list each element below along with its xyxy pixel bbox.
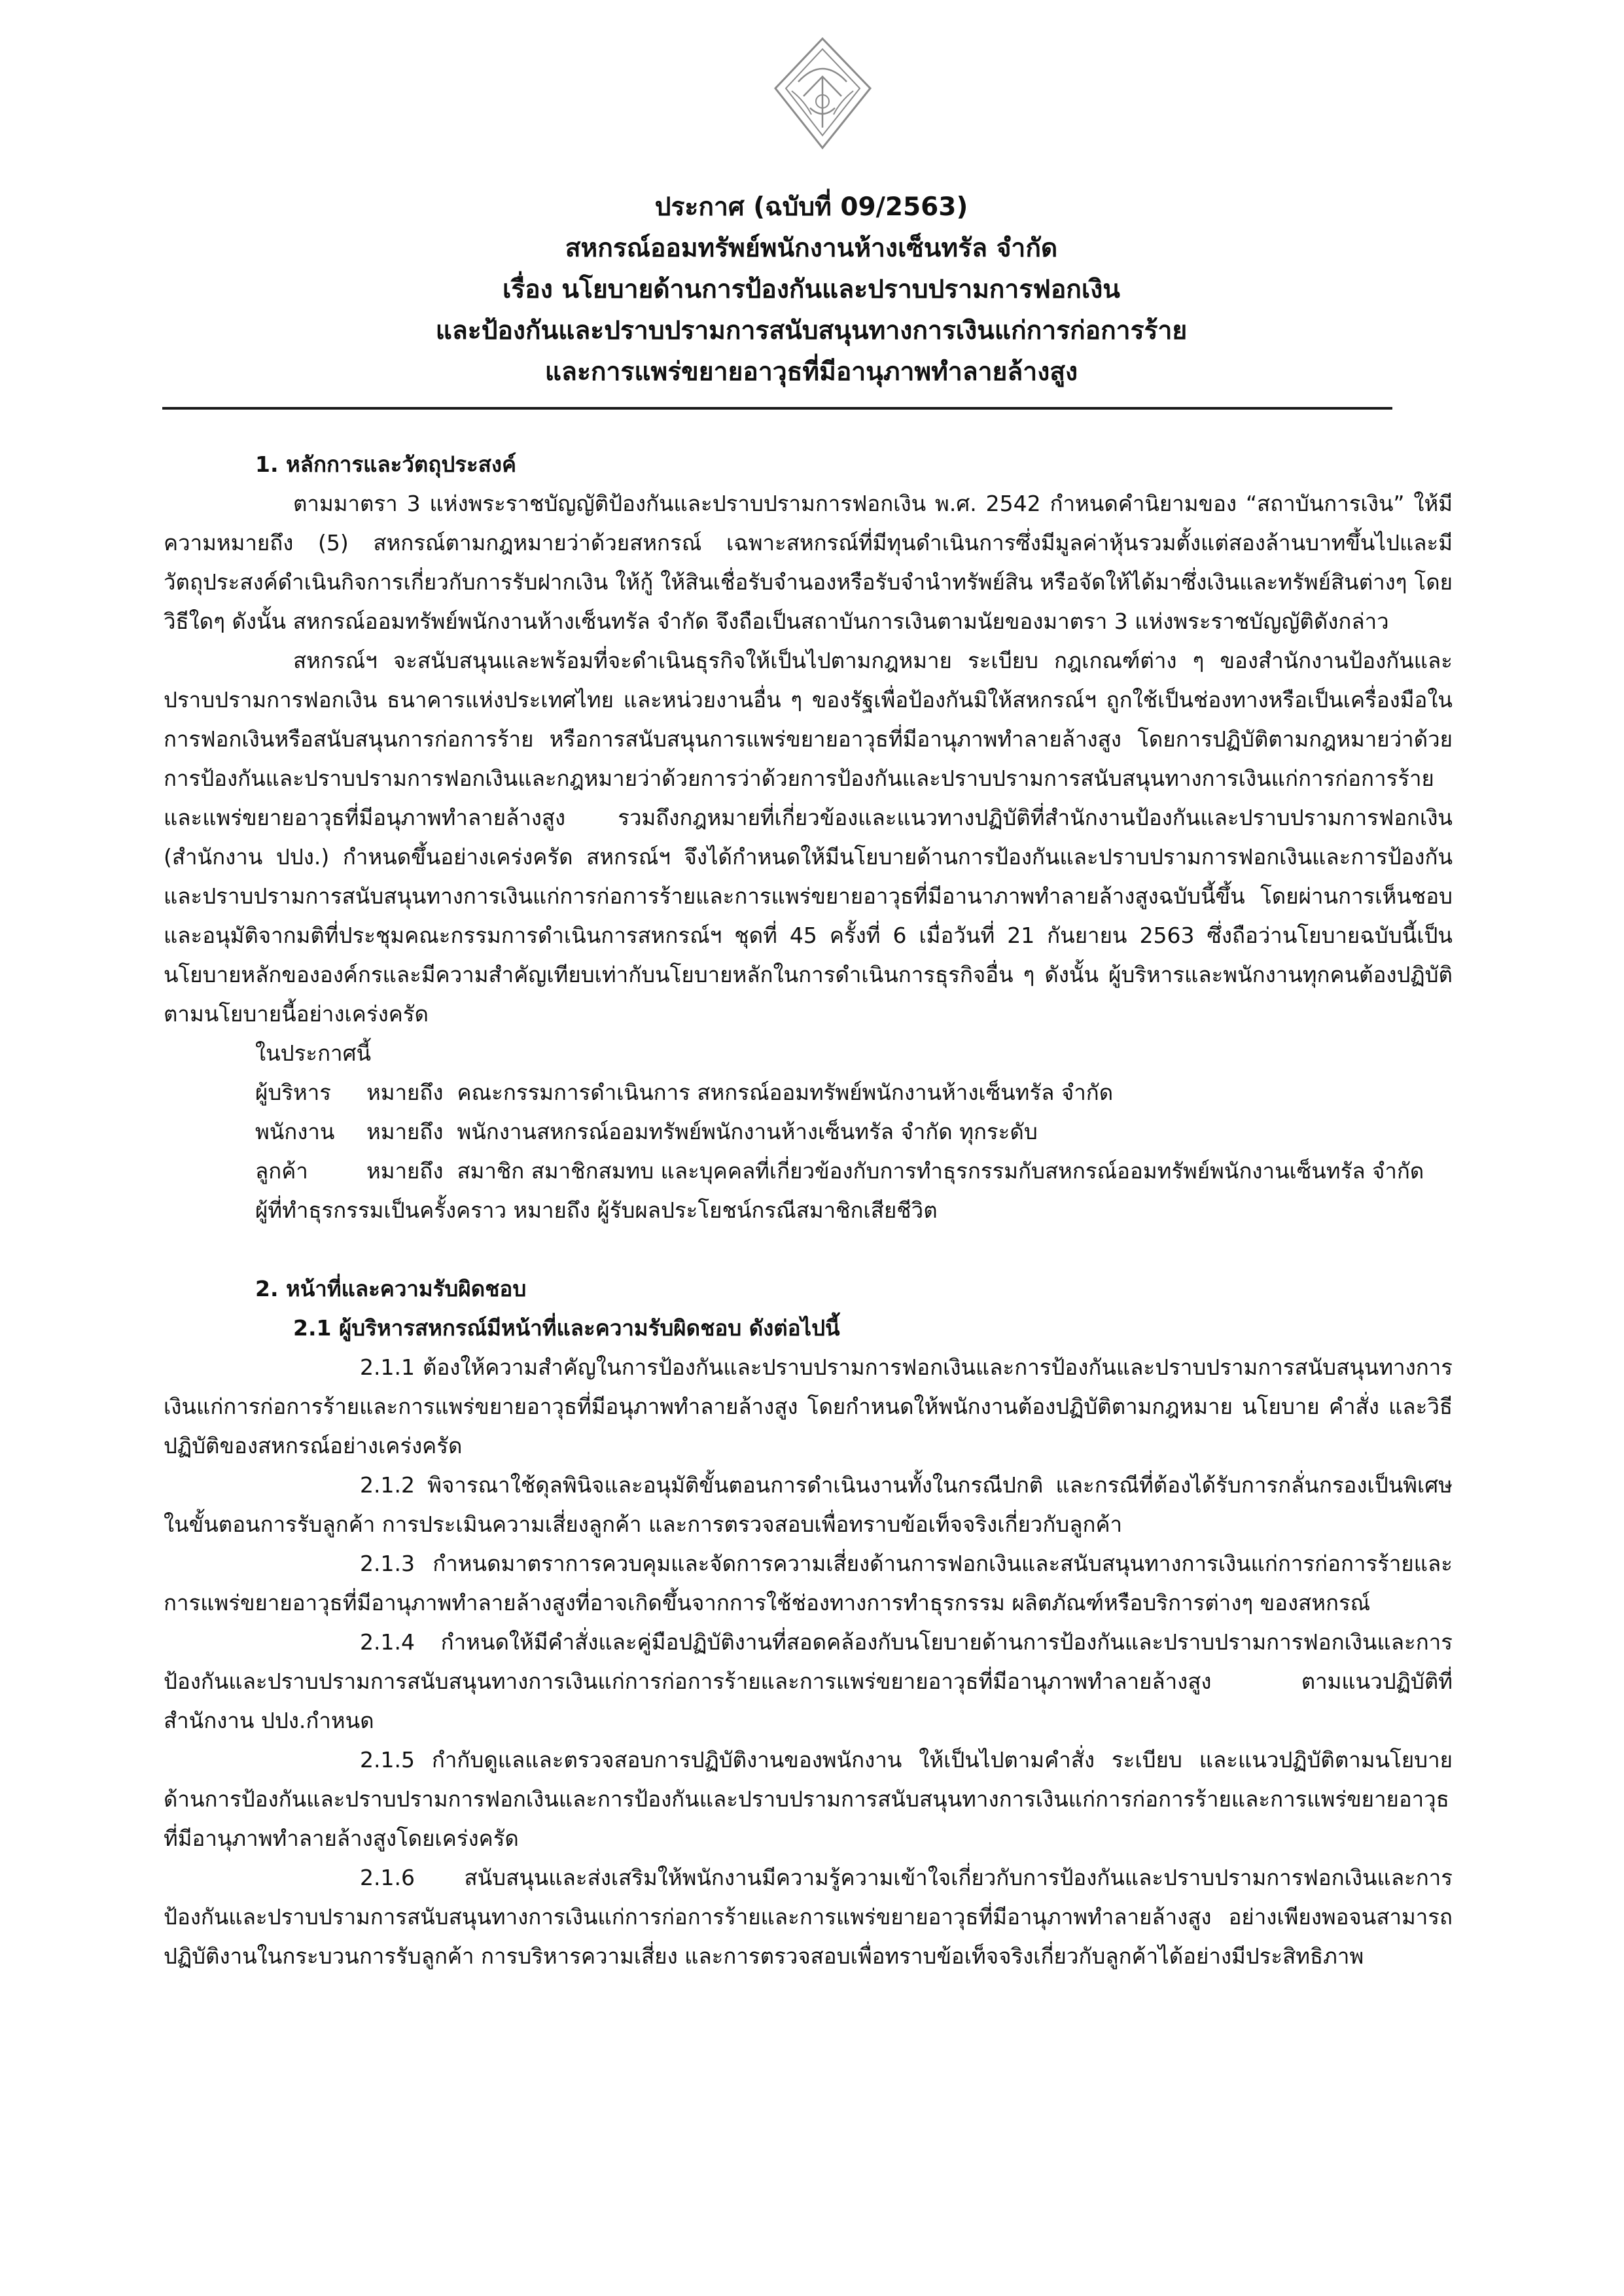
definition-term: ลูกค้า <box>255 1158 308 1184</box>
definition-item <box>164 1112 1453 1152</box>
clause-item: 2.1.6 สนับสนุนและส่งเสริมให้พนักงานมีความรู้ความเข้าใจเกี่ยวกับการป้องกันและปราบปรามการฟอกเงินและการป้องกันและปราบปรามการสนับสนุนทางการเงินแก่การก่อการร้ายและการแพร่ขยายอาวุธที่มีอานุภาพทำลายล้างสูง อย่างเพียงพอจนสามารถปฏิบัติงานในกระบวนการรับลูกค้า การบริหารความเสี่ยง และการตรวจสอบเพื่อทราบข้อเท็จจริงเกี่ยวกับลูกค้าได้อย่างมีประสิทธิภาพ <box>164 1865 1453 1969</box>
clause-item: 2.1.4 กำหนดให้มีคำสั่งและคู่มือปฏิบัติงานที่สอดคล้องกับนโยบายด้านการป้องกันและปราบปรามการฟอกเงินและการป้องกันและปราบปรามการสนับสนุนทางการเงินแก่การก่อการร้ายและการแพร่ขยายอาวุธที่มีอานุภาพทำลายล้างสูง ตามแนวปฏิบัติที่สำนักงาน ปปง.กำหนด <box>164 1629 1453 1733</box>
announcement-number: ประกาศ (ฉบับที่ 09/2563) <box>654 192 968 222</box>
clause-item: 2.1.3 กำหนดมาตราการควบคุมและจัดการความเสี่ยงด้านการฟอกเงินและสนับสนุนทางการเงินแก่การก่อการร้ายและการแพร่ขยายอาวุธที่มีอานุภาพทำลายล้างสูงที่อาจเกิดขึ้นจากการใช้ช่องทางการทำธุรกรรม ผลิตภัณฑ์หรือบริการต่างๆ ของสหกรณ์ <box>164 1551 1453 1616</box>
section-gap <box>164 1230 1453 1269</box>
clause-item: 2.1.2 พิจารณาใช้ดุลพินิจและอนุมัติขั้นตอนการดำเนินงานทั้งในกรณีปกติ และกรณีที่ต้องได้รับการกลั่นกรองเป็นพิเศษในขั้นตอนการรับลูกค้า การประเมินความเสี่ยงลูกค้า และการตรวจสอบเพื่อทราบข้อเท็จจริงเกี่ยวกับลูกค้า <box>164 1472 1453 1537</box>
clause-item: 2.1.5 กำกับดูแลและตรวจสอบการปฏิบัติงานของพนักงาน ให้เป็นไปตามคำสั่ง ระเบียบ และแนวปฏิบัติตามนโยบายด้านการป้องกันและปราบปรามการฟอกเงินและการป้องกันและปราบปรามการสนับสนุนทางการเงินแก่การก่อการร้ายและการแพร่ขยายอาวุธที่มีอานุภาพทำลายล้างสูงโดยเคร่งครัด <box>164 1747 1453 1851</box>
subject-line: เรื่อง นโยบายด้านการป้องกันและปราบปรามการฟอกเงิน <box>503 275 1120 304</box>
definition-text: สมาชิก สมาชิกสมทบ และบุคคลที่เกี่ยวข้องกับการทำธุรกรรมกับสหกรณ์ออมทรัพย์พนักงานเซ็นทรัล จำกัด <box>457 1158 1424 1184</box>
definition-means: หมายถึง <box>366 1158 444 1184</box>
cooperative-seal-logo <box>772 36 874 150</box>
definitions-intro: ในประกาศนี้ <box>255 1040 372 1066</box>
document-title <box>164 186 1459 393</box>
document-body <box>164 445 1453 1976</box>
organization-name: สหกรณ์ออมทรัพย์พนักงานห้างเซ็นทรัล จำกัด <box>565 234 1058 263</box>
definition-term: ผู้บริหาร <box>255 1080 332 1105</box>
title-divider <box>162 407 1392 410</box>
definition-text: พนักงานสหกรณ์ออมทรัพย์พนักงานห้างเซ็นทรัล จำกัด ทุกระดับ <box>457 1119 1038 1144</box>
definition-term: พนักงาน <box>255 1119 335 1144</box>
section-2-heading: 2. หน้าที่และความรับผิดชอบ <box>255 1276 527 1301</box>
definition-occasional: ผู้ที่ทำธุรกรรมเป็นครั้งคราว หมายถึง ผู้รับผลประโยชน์กรณีสมาชิกเสียชีวิต <box>255 1197 938 1223</box>
clause-item: 2.1.1 ต้องให้ความสำคัญในการป้องกันและปราบปรามการฟอกเงินและการป้องกันและปราบปรามการสนับสนุนทางการเงินแก่การก่อการร้ายและการแพร่ขยายอาวุธที่มีอนุภาพทำลายล้างสูง โดยกำหนดให้พนักงานต้องปฏิบัติตามกฎหมาย นโยบาย คำสั่ง และวิธีปฏิบัติของสหกรณ์อย่างเคร่งครัด <box>164 1354 1453 1458</box>
definition-means: หมายถึง <box>366 1080 444 1105</box>
definition-means: หมายถึง <box>366 1119 444 1144</box>
section-1-paragraph-2: สหกรณ์ฯ จะสนับสนุนและพร้อมที่จะดำเนินธุรกิจให้เป็นไปตามกฎหมาย ระเบียบ กฎเกณฑ์ต่าง ๆ ของสำนักงานป้องกันและปราบปรามการฟอกเงิน ธนาคารแห่งประเทศไทย และหน่วยงานอื่น ๆ ของรัฐเพื่อป้องกันมิให้สหกรณ์ฯ ถูกใช้เป็นช่องทางหรือเป็นเครื่องมือในการฟอกเงินหรือสนับสนุนการก่อการร้าย หรือการสนับสนุนการแพร่ขยายอาวุธที่มีอานุภาพทำลายล้างสูง โดยการปฏิบัติตามกฎหมายว่าด้วยการป้องกันและปราบปรามการฟอกเงินและกฎหมายว่าด้วยการว่าด้วยการป้องกันและปราบปรามการสนับสนุนทางการเงินแก่การก่อการร้ายและแพร่ขยายอาวุธที่มีอนุภาพทำลายล้างสูง รวมถึงกฎหมายที่เกี่ยวข้องและแนวทางปฏิบัติที่สำนักงานป้องกันและปราบปรามการฟอกเงิน (สำนักงาน ปปง.) กำหนดขึ้นอย่างเคร่งครัด สหกรณ์ฯ จึงได้กำหนดให้มีนโยบายด้านการป้องกันและปราบปรามการฟอกเงินและการป้องกันและปราบปรามการสนับสนุนทางการเงินแก่การก่อการร้ายและการแพร่ขยายอาวุธที่มีอานาภาพทำลายล้างสูงฉบับนี้ขึ้น โดยผ่านการเห็นชอบและอนุมัติจากมติที่ประชุมคณะกรรมการดำเนินการสหกรณ์ฯ ชุดที่ 45 ครั้งที่ 6 เมื่อวันที่ 21 กันยายน 2563 ซึ่งถือว่านโยบายฉบับนี้เป็นนโยบายหลักขององค์กรและมีความสำคัญเทียบเท่ากับนโยบายหลักในการดำเนินการธุรกิจอื่น ๆ ดังนั้น ผู้บริหารและพนักงานทุกคนต้องปฏิบัติตามนโยบายนี้อย่างเคร่งครัด <box>164 648 1453 1027</box>
definition-text: คณะกรรมการดำเนินการ สหกรณ์ออมทรัพย์พนักงานห้างเซ็นทรัล จำกัด <box>457 1080 1114 1105</box>
section-2-1-heading: 2.1 ผู้บริหารสหกรณ์มีหน้าที่และความรับผิดชอบ ดังต่อไปนี้ <box>293 1315 840 1341</box>
subject-line-2: และป้องกันและปราบปรามการสนับสนุนทางการเงินแก่การก่อการร้าย <box>435 316 1188 345</box>
subject-line-3: และการแพร่ขยายอาวุธที่มีอานุภาพทำลายล้างสูง <box>544 357 1078 387</box>
definition-item <box>164 1152 1453 1191</box>
definition-item <box>164 1073 1453 1112</box>
section-1-paragraph-1: ตามมาตรา 3 แห่งพระราชบัญญัติป้องกันและปราบปรามการฟอกเงิน พ.ศ. 2542 กำหนดคำนิยามของ “สถาบันการเงิน” ให้มีความหมายถึง (5) สหกรณ์ตามกฎหมายว่าด้วยสหกรณ์ เฉพาะสหกรณ์ที่มีทุนดำเนินการซึ่งมีมูลค่าหุ้นรวมตั้งแต่สองล้านบาทขึ้นไปและมีวัตถุประสงค์ดำเนินกิจการเกี่ยวกับการรับฝากเงิน ให้กู้ ให้สินเชื่อรับจำนองหรือรับจำนำทรัพย์สิน หรือจัดให้ได้มาซึ่งเงินและทรัพย์สินต่างๆ โดยวิธีใดๆ ดังนั้น สหกรณ์ออมทรัพย์พนักงานห้างเซ็นทรัล จำกัด จึงถือเป็นสถาบันการเงินตามนัยของมาตรา 3 แห่งพระราชบัญญัติดังกล่าว <box>164 491 1453 634</box>
section-1-heading: 1. หลักการและวัตถุประสงค์ <box>255 451 517 477</box>
